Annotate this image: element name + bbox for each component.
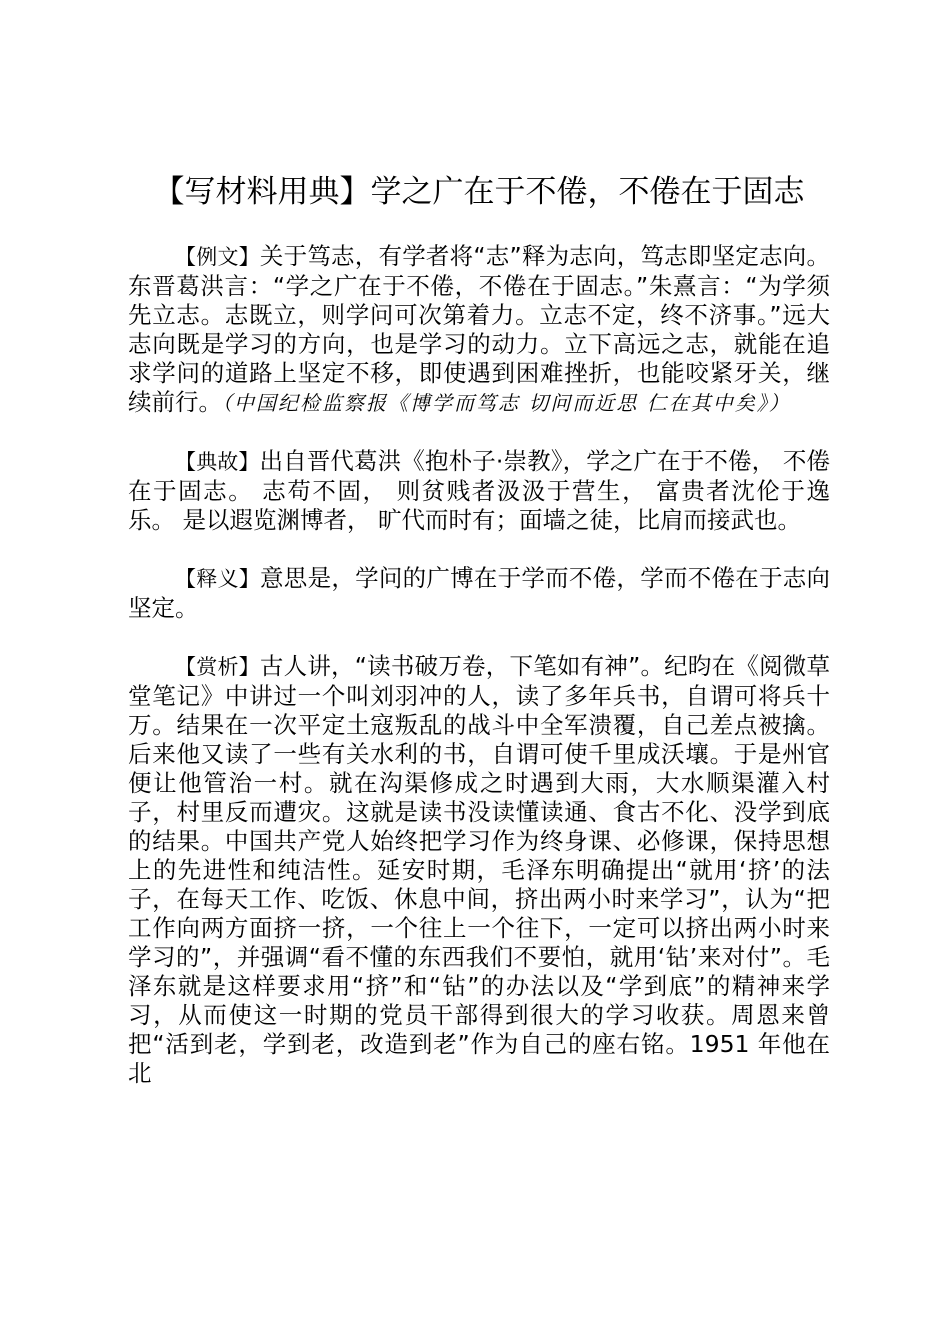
example-text: 关于笃志，有学者将“志”释为志向，笃志即坚定志向。东晋葛洪言：“学之广在于不倦，不倦在于固志。”朱熹言：“为学须先立志。志既立，则学问可次第着力。立志不定，终不济事。”远大志向既是学习的方向，也是学习的动力。立下高远之志，就能在追求学问的道路上坚定不移，即使遇到困难挫折，也能咬紧牙关，继续前行。 xyxy=(128,242,831,416)
example-paragraph xyxy=(128,242,830,418)
allusion-tag: 【典故】 xyxy=(175,450,260,474)
allusion-text: 出自晋代葛洪《抱朴子·崇教》，学之广在于不倦， 不倦在于固志。 志苟不固， 则贫贱者汲汲于营生， 富贵者沈伦于逸乐。 是以遐览渊博者， 旷代而时有；面墙之徒，比肩而接武也。 xyxy=(128,447,830,534)
document-title: 【写材料用典】学之广在于不倦，不倦在于固志 xyxy=(153,174,805,210)
meaning-paragraph xyxy=(128,564,830,623)
appreciation-text: 古人讲，“读书破万卷，下笔如有神”。纪昀在《阅微草堂笔记》中讲过一个叫刘羽冲的人，读了多年兵书，自谓可将兵十万。结果在一次平定土寇叛乱的战斗中全军溃覆，自己差点被擒。后来他又读了一些有关水利的书，自谓可使千里成沃壤。于是州官便让他管治一村。就在沟渠修成之时遇到大雨，大水顺渠灌入村子，村里反而遭灾。这就是读书没读懂读通、食古不化、没学到底的结果。中国共产党人始终把学习作为终身课、必修课，保持思想上的先进性和纯洁性。延安时期，毛泽东明确提出“就用‘挤’的法子，在每天工作、吃饭、休息中间，挤出两小时来学习”，认为“把工作向两方面挤一挤，一个往上一个往下，一定可以挤出两小时来学习的”，并强调“看不懂的东西我们不要怕，就用‘钻’来对付”。毛泽东就是这样要求用“挤”和“钻”的办法以及“学到底”的精神来学习，从而使这一时期的党员干部得到很大的学习收获。周恩来曾把“活到老，学到老，改造到老”作为自己的座右铭。1951 年他在北 xyxy=(128,652,831,1087)
meaning-tag: 【释义】 xyxy=(175,567,261,591)
example-source: （中国纪检监察报《博学而笃志 切问而近思 仁在其中矣》） xyxy=(222,391,791,415)
allusion-paragraph xyxy=(128,447,830,535)
document-page xyxy=(128,170,830,1117)
meaning-text: 意思是，学问的广博在于学而不倦，学而不倦在于志向坚定。 xyxy=(128,564,831,622)
appreciation-paragraph xyxy=(128,652,830,1088)
appreciation-tag: 【赏析】 xyxy=(175,655,260,679)
example-tag: 【例文】 xyxy=(175,245,260,269)
